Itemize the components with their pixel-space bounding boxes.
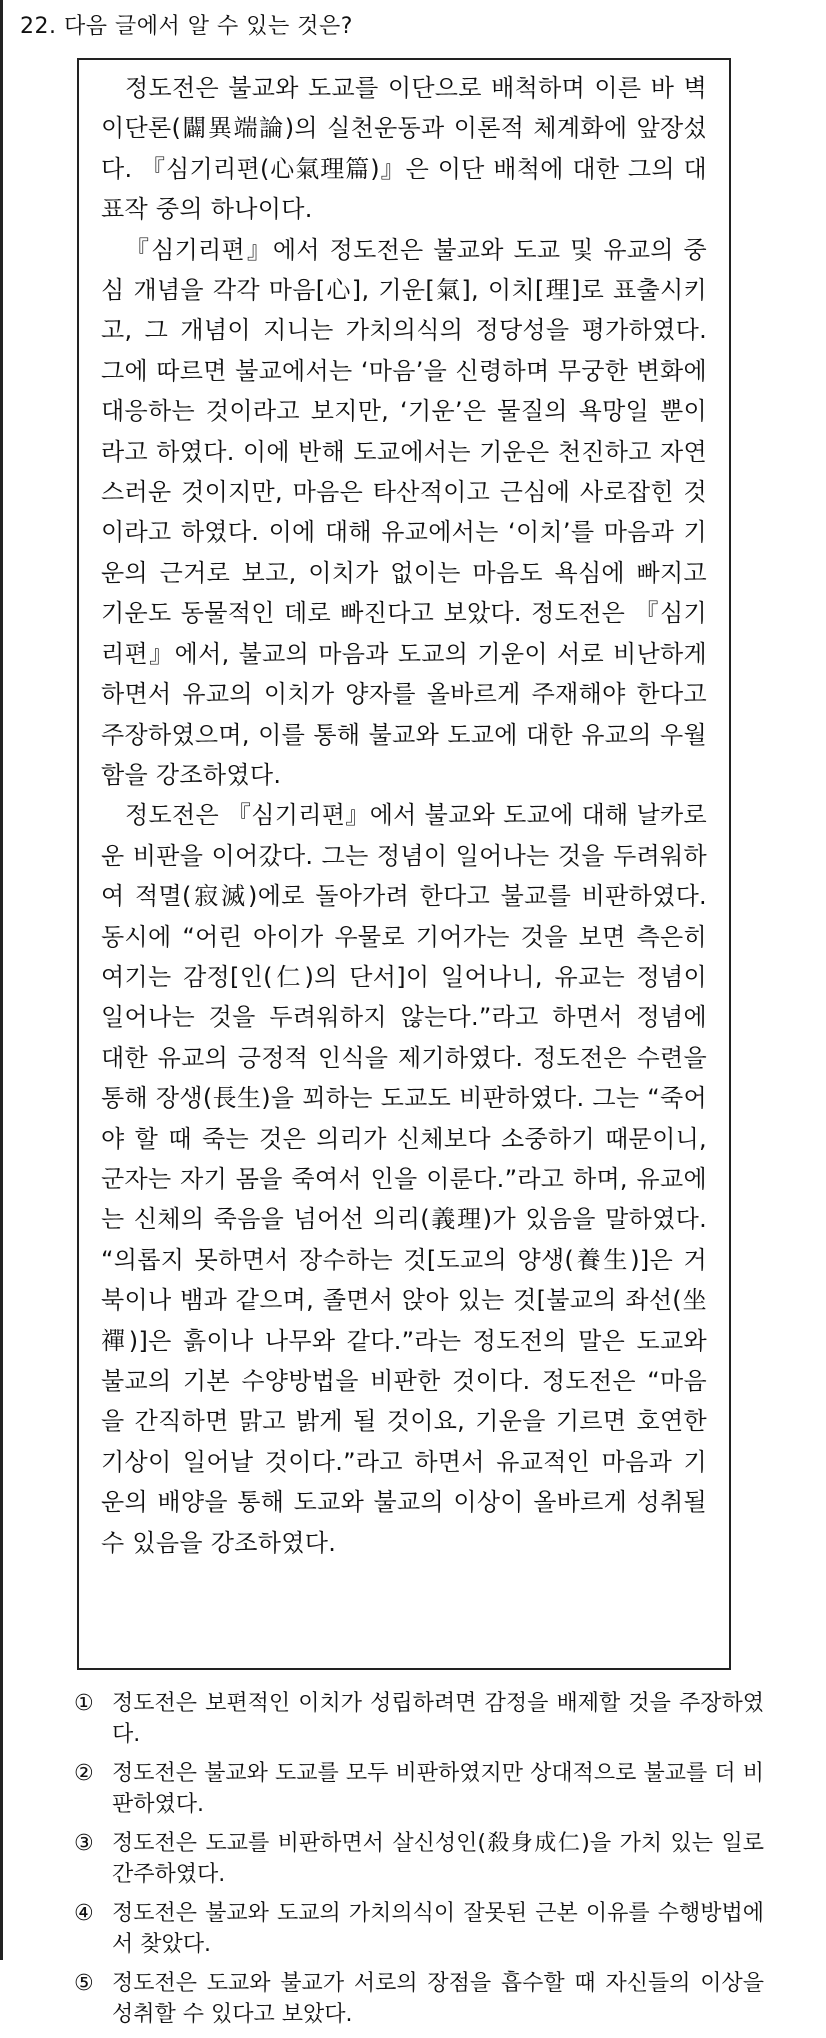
choice-text: 정도전은 불교와 도교의 가치의식이 잘못된 근본 이유를 수행방법에서 찾았다. (112, 1901, 764, 1957)
choice-3[interactable] (74, 1828, 764, 1890)
passage-paragraph-3: 정도전은 『심기리편』에서 불교와 도교에 대해 날카로운 비판을 이어갔다. 그는 정념이 일어나는 것을 두려워하여 적멸(寂滅)에로 돌아가려 한다고 불교를 비판하였다. 동시에 “어린 아이가 우물로 기어가는 것을 보면 측은히 여기는 감정[인(仁)의 단서]이 일어나니, 유교는 정념이 일어나는 것을 두려워하지 않는다.”라고 하면서 정념에 대한 유교의 긍정적 인식을 제기하였다. 정도전은 수련을 통해 장생(長生)을 꾀하는 도교도 비판하였다. 그는 “죽어야 할 때 죽는 것은 의리가 신체보다 소중하기 때문이니, 군자는 자기 몸을 죽여서 인을 이룬다.”라고 하며, 유교에는 신체의 죽음을 넘어선 의리(義理)가 있음을 말하였다. “의롭지 못하면서 장수하는 것[도교의 양생(養生)]은 거북이나 뱀과 같으며, 졸면서 앉아 있는 것[불교의 좌선(坐禪)]은 흙이나 나무와 같다.”라는 정도전의 말은 도교와 불교의 기본 수양방법을 비판한 것이다. 정도전은 “마음을 간직하면 맑고 밝게 될 것이요, 기운을 기르면 호연한 기상이 일어날 것이다.”라고 하면서 유교적인 마음과 기운의 배양을 통해 도교와 불교의 이상이 올바르게 성취될 수 있음을 강조하였다. (101, 801, 707, 1557)
answer-choices (74, 1688, 764, 2038)
passage-paragraph-1: 정도전은 불교와 도교를 이단으로 배척하며 이른 바 벽이단론(闢異端論)의 실천운동과 이론적 체계화에 앞장섰다. 『심기리편(心氣理篇)』은 이단 배척에 대한 그의 대표작 중의 하나이다. (101, 74, 707, 224)
choice-number: ① (74, 1691, 94, 1716)
passage-box (77, 58, 731, 1670)
choice-text: 정도전은 보편적인 이치가 성립하려면 감정을 배제할 것을 주장하였다. (112, 1691, 764, 1747)
choice-text: 정도전은 불교와 도교를 모두 비판하였지만 상대적으로 불교를 더 비판하였다. (112, 1761, 764, 1817)
choice-1[interactable] (74, 1688, 764, 1750)
choice-4[interactable] (74, 1898, 764, 1960)
choice-number: ④ (74, 1901, 94, 1926)
choice-text: 정도전은 도교와 불교가 서로의 장점을 흡수할 때 자신들의 이상을 성취할 수 있다고 보았다. (112, 1971, 764, 2027)
passage-paragraph-2: 『심기리편』에서 정도전은 불교와 도교 및 유교의 중심 개념을 각각 마음[心], 기운[氣], 이치[理]로 표출시키고, 그 개념이 지니는 가치의식의 정당성을 평가하였다. 그에 따르면 불교에서는 ‘마음’을 신령하며 무궁한 변화에 대응하는 것이라고 보지만, ‘기운’은 물질의 욕망일 뿐이라고 하였다. 이에 반해 도교에서는 기운은 천진하고 자연스러운 것이지만, 마음은 타산적이고 근심에 사로잡힌 것이라고 하였다. 이에 대해 유교에서는 ‘이치’를 마음과 기운의 근거로 보고, 이치가 없이는 마음도 욕심에 빠지고 기운도 동물적인 데로 빠진다고 보았다. 정도전은 『심기리편』에서, 불교의 마음과 도교의 기운이 서로 비난하게 하면서 유교의 이치가 양자를 올바르게 주재해야 한다고 주장하였으며, 이를 통해 불교와 도교에 대한 유교의 우월함을 강조하였다. (101, 235, 707, 789)
choice-number: ⑤ (74, 1971, 94, 1996)
choice-5[interactable] (74, 1968, 764, 2030)
choice-number: ③ (74, 1831, 94, 1856)
question-title: 22. 다음 글에서 알 수 있는 것은? (20, 14, 353, 39)
choice-number: ② (74, 1761, 94, 1786)
left-margin-rule (0, 0, 3, 1960)
choice-text: 정도전은 도교를 비판하면서 살신성인(殺身成仁)을 가치 있는 일로 간주하였다. (112, 1831, 764, 1887)
choice-2[interactable] (74, 1758, 764, 1820)
